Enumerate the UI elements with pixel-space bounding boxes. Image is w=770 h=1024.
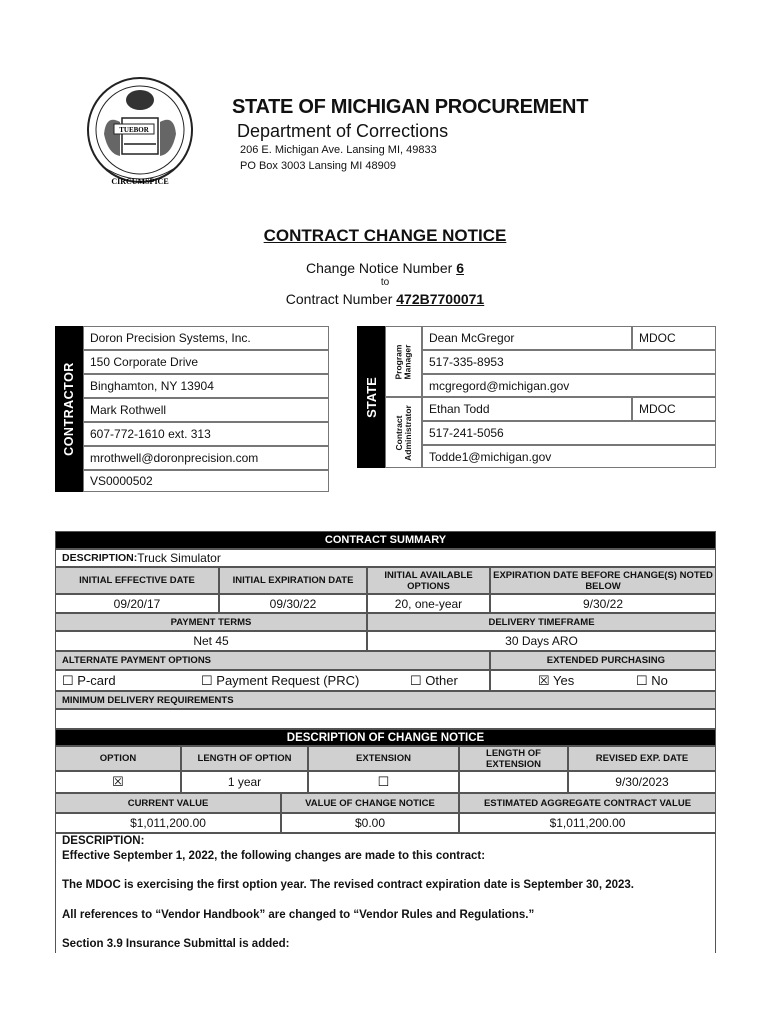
- contractor-vendor-id: VS0000502: [83, 470, 329, 492]
- pm-agency: MDOC: [632, 326, 716, 350]
- header-revised-exp-date: REVISED EXP. DATE: [568, 746, 716, 771]
- value-expiration-before: 9/30/22: [490, 594, 716, 613]
- header-payment-terms: PAYMENT TERMS: [55, 613, 367, 631]
- header-aggregate-value: ESTIMATED AGGREGATE CONTRACT VALUE: [459, 793, 716, 813]
- change-notice-line: [0, 260, 770, 276]
- contractor-name: Doron Precision Systems, Inc.: [83, 326, 329, 350]
- michigan-seal-icon: [84, 74, 196, 192]
- header-initial-expiration-date: INITIAL EXPIRATION DATE: [219, 567, 367, 594]
- change-notice-label: Change Notice Number: [306, 260, 457, 276]
- program-manager-label: Program Manager: [393, 344, 413, 379]
- extension-checkbox-empty-icon[interactable]: ☐: [308, 771, 459, 793]
- summary-description-value: Truck Simulator: [137, 551, 221, 565]
- header-extension: EXTENSION: [308, 746, 459, 771]
- address-line-1: 206 E. Michigan Ave. Lansing MI, 49833: [240, 144, 437, 156]
- page-title: STATE OF MICHIGAN PROCUREMENT: [232, 96, 589, 118]
- contractor-email: mrothwell@doronprecision.com: [83, 446, 329, 470]
- checkbox-checked-icon[interactable]: ☒: [538, 672, 550, 688]
- contractor-contact: Mark Rothwell: [83, 398, 329, 422]
- value-initial-options: 20, one-year: [367, 594, 490, 613]
- to-text: to: [380, 277, 390, 288]
- state-sidebar: [357, 326, 385, 468]
- yes-option[interactable]: [538, 673, 574, 689]
- other-label: Other: [425, 672, 458, 688]
- pcard-label: P-card: [77, 672, 116, 688]
- header-length-of-extension: LENGTH OF EXTENSION: [459, 746, 568, 771]
- prc-option[interactable]: [201, 673, 359, 689]
- summary-description-label: DESCRIPTION:: [62, 552, 138, 564]
- checkbox-empty-icon[interactable]: ☐: [62, 672, 74, 688]
- header-delivery-timeframe: DELIVERY TIMEFRAME: [367, 613, 716, 631]
- header-value-of-change: VALUE OF CHANGE NOTICE: [281, 793, 459, 813]
- value-revised-exp-date: 9/30/2023: [568, 771, 716, 793]
- checkbox-empty-icon[interactable]: ☐: [201, 672, 213, 688]
- pm-email: mcgregord@michigan.gov: [422, 374, 716, 397]
- value-aggregate: $1,011,200.00: [459, 813, 716, 833]
- no-option[interactable]: [636, 673, 668, 689]
- header-initial-effective-date: INITIAL EFFECTIVE DATE: [55, 567, 219, 594]
- ca-email: Todde1@michigan.gov: [422, 445, 716, 468]
- prc-label: Payment Request (PRC): [216, 672, 360, 688]
- no-label: No: [651, 672, 668, 688]
- checkbox-empty-icon[interactable]: ☐: [636, 672, 648, 688]
- pm-name: Dean McGregor: [422, 326, 632, 350]
- value-length-of-extension: [459, 771, 568, 793]
- summary-description: [55, 549, 716, 567]
- value-initial-expiration-date: 09/30/22: [219, 594, 367, 613]
- header-initial-options: INITIAL AVAILABLE OPTIONS: [367, 567, 490, 594]
- option-checkbox-checked-icon[interactable]: ☒: [55, 771, 181, 793]
- ca-name: Ethan Todd: [422, 397, 632, 421]
- value-current: $1,011,200.00: [55, 813, 281, 833]
- contractor-label: CONTRACTOR: [62, 362, 76, 456]
- state-contacts: [422, 326, 716, 468]
- contract-admin-label: Contract Administrator: [393, 404, 413, 461]
- change-notice-title: DESCRIPTION OF CHANGE NOTICE: [55, 729, 716, 746]
- contract-number: 472B7700071: [396, 291, 485, 307]
- header-option: OPTION: [55, 746, 181, 771]
- header-minimum-delivery: MINIMUM DELIVERY REQUIREMENTS: [55, 691, 716, 709]
- pm-phone: 517-335-8953: [422, 350, 716, 374]
- contractor-phone: 607-772-1610 ext. 313: [83, 422, 329, 446]
- department-name: Department of Corrections: [237, 121, 449, 141]
- state-label: STATE: [363, 376, 379, 418]
- address-line-2: PO Box 3003 Lansing MI 48909: [240, 160, 396, 172]
- alternate-payment-options: [55, 670, 490, 691]
- change-paragraph-2: The MDOC is exercising the first option year. The revised contract expiration date is September 30, 2023.: [62, 879, 634, 891]
- header-extended-purchasing: EXTENDED PURCHASING: [490, 651, 716, 670]
- change-paragraph-1: Effective September 1, 2022, the following changes are made to this contract:: [62, 850, 486, 862]
- contractor-city: Binghamton, NY 13904: [83, 374, 329, 398]
- yes-label: Yes: [553, 672, 575, 688]
- contract-summary-title: CONTRACT SUMMARY: [55, 531, 716, 549]
- change-description-box: [55, 833, 716, 953]
- pcard-option[interactable]: [62, 673, 116, 689]
- checkbox-empty-icon[interactable]: ☐: [410, 672, 422, 688]
- contract-number-label: Contract Number: [285, 291, 397, 307]
- seal-circumspice: CIRCUMSPICE: [111, 177, 169, 186]
- value-length-of-option: 1 year: [181, 771, 308, 793]
- contractor-info: [83, 326, 329, 492]
- notice-title: CONTRACT CHANGE NOTICE: [263, 226, 507, 245]
- value-initial-effective-date: 09/20/17: [55, 594, 219, 613]
- program-manager-cell: [385, 326, 422, 397]
- value-payment-terms: Net 45: [55, 631, 367, 651]
- value-of-change: $0.00: [281, 813, 459, 833]
- header-expiration-before: EXPIRATION DATE BEFORE CHANGE(S) NOTED BELOW: [490, 567, 716, 594]
- other-option[interactable]: [410, 673, 458, 689]
- contractor-sidebar: [55, 326, 83, 492]
- change-notice-number: 6: [456, 260, 464, 276]
- ca-phone: 517-241-5056: [422, 421, 716, 445]
- contractor-street: 150 Corporate Drive: [83, 350, 329, 374]
- seal-motto: TUEBOR: [119, 126, 149, 134]
- change-description-label: DESCRIPTION:: [62, 835, 145, 847]
- header-length-of-option: LENGTH OF OPTION: [181, 746, 308, 771]
- change-paragraph-4: Section 3.9 Insurance Submittal is added:: [62, 938, 290, 950]
- contract-number-line: [0, 291, 770, 307]
- change-paragraph-3: All references to “Vendor Handbook” are changed to “Vendor Rules and Regulations.”: [62, 909, 535, 921]
- header-current-value: CURRENT VALUE: [55, 793, 281, 813]
- extended-purchasing-options: [490, 670, 716, 691]
- contract-admin-cell: [385, 397, 422, 468]
- ca-agency: MDOC: [632, 397, 716, 421]
- value-minimum-delivery: [55, 709, 716, 729]
- value-delivery-timeframe: 30 Days ARO: [367, 631, 716, 651]
- header-alternate-payment: ALTERNATE PAYMENT OPTIONS: [55, 651, 490, 670]
